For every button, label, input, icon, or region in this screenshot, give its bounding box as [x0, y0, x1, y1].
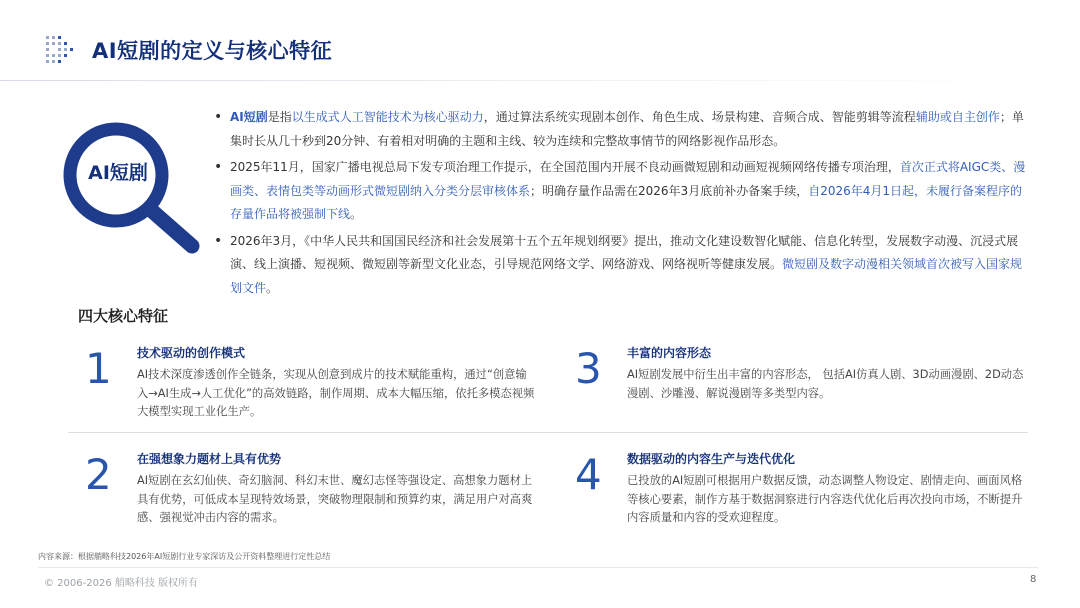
page-title: AI短剧的定义与核心特征: [92, 39, 333, 63]
bullet-text: 2025年11月，国家广播电视总局下发专项治理工作提示，在全国范围内开展不良动画微短剧和动画短视频网络传播专项治理，: [230, 160, 900, 174]
feature-number: 3: [575, 344, 602, 393]
feature-title: 丰富的内容形态: [627, 346, 712, 360]
feature-title: 数据驱动的内容生产与迭代优化: [627, 452, 796, 466]
bullet-text: 2026年3月，《中华人民共和国国民经济和社会发展第十五个五年规划纲要》提出，推动文化建设数智化赋能、信息化转型，发展数字动漫、沉浸式展演、线上演播、短视频、微短剧等新型文化业态，引导规范网络文学、网络游戏、网络视听等健康发展。: [230, 233, 1019, 271]
bullet-text: AI短剧: [230, 110, 268, 124]
footer-divider: [38, 567, 1038, 568]
feature-text: AI技术深度渗透创作全链条，实现从创意到成片的技术赋能重构，通过“创意输入→AI生成→人工优化”的高效链路，制作周期、成本大幅压缩，依托多模态视频大模型实现工业化生产。: [137, 368, 535, 418]
magnifier-icon: [56, 120, 201, 255]
feature-divider: [68, 432, 1028, 433]
bullet-dot: •: [214, 159, 223, 175]
section-title: 四大核心特征: [78, 307, 169, 325]
bullet-text: ；单集时长从几十秒到20分钟、有着相对明确的主题和主线、较为连续和完整故事情节的网络影视作品形态。: [230, 110, 1024, 148]
bullet-text: 。: [350, 207, 363, 221]
magnifier-label: AI短剧: [88, 162, 148, 184]
bullet-definition: [214, 106, 1032, 153]
bullet-text: ；明确存量作品需在2026年3月底前补办备案手续，: [530, 183, 809, 198]
title-divider: [0, 80, 1080, 81]
copyright: © 2006-2026 艄略科技 版权所有: [44, 578, 199, 589]
bullet-highlight: 首次正式将AIGC类、漫画类、表情包类等动画形式微短剧纳入分类分层审核体系: [230, 160, 1026, 198]
bullet-text: 是指: [267, 110, 292, 124]
definition-bullets: [214, 106, 1032, 303]
bullet-highlight: 自2026年4月1日起，未履行备案程序的存量作品将被强制下线: [230, 183, 1023, 221]
bullet-text: ，通过算法系统实现剧本创作、角色生成、场景构建、音频合成、智能剪辑等流程: [483, 110, 916, 124]
source-note: 内容来源：根据艄略科技2026年AI短剧行业专家深访及公开资料整理进行定性总结: [38, 552, 331, 561]
feature-number: 2: [85, 450, 112, 499]
bullet-plan: [214, 230, 1032, 301]
feature-number: 4: [575, 450, 602, 499]
feature-number: 1: [85, 344, 112, 393]
bullet-highlight: 微短剧及数字动漫相关领域首次被写入国家规划文件: [230, 257, 1023, 295]
feature-text: AI短剧发展中衍生出丰富的内容形态， 包括AI仿真人剧、3D动画漫剧、2D动态漫剧、沙雕漫、解说漫剧等多类型内容。: [627, 368, 1024, 400]
bullet-highlight: 以生成式人工智能技术为核心驱动力: [291, 110, 484, 124]
feature-text: 已投放的AI短剧可根据用户数据反馈，动态调整人物设定、剧情走向、画面风格等核心要素，制作方基于数据洞察进行内容迭代优化后再次投向市场，不断提升内容质量和内容的受欢迎程度。: [627, 474, 1023, 524]
bullet-dot: •: [214, 232, 223, 249]
feature-title: 技术驱动的创作模式: [137, 346, 246, 360]
bullet-regulation: [214, 156, 1032, 227]
feature-text: AI短剧在玄幻仙侠、奇幻脑洞、科幻末世、魔幻志怪等强设定、高想象力题材上具有优势，可低成本呈现特效场景，突破物理限制和预算约束，满足用户对高爽感、强视觉冲击内容的需求。: [137, 474, 533, 524]
bullet-highlight: 辅助或自主创作: [915, 110, 1000, 124]
page-number: 8: [1030, 574, 1037, 585]
dot-grid-logo-icon: [44, 34, 78, 68]
bullet-dot: •: [214, 109, 223, 125]
feature-title: 在强想象力题材上具有优势: [137, 452, 282, 466]
bullet-text: 。: [266, 280, 279, 295]
